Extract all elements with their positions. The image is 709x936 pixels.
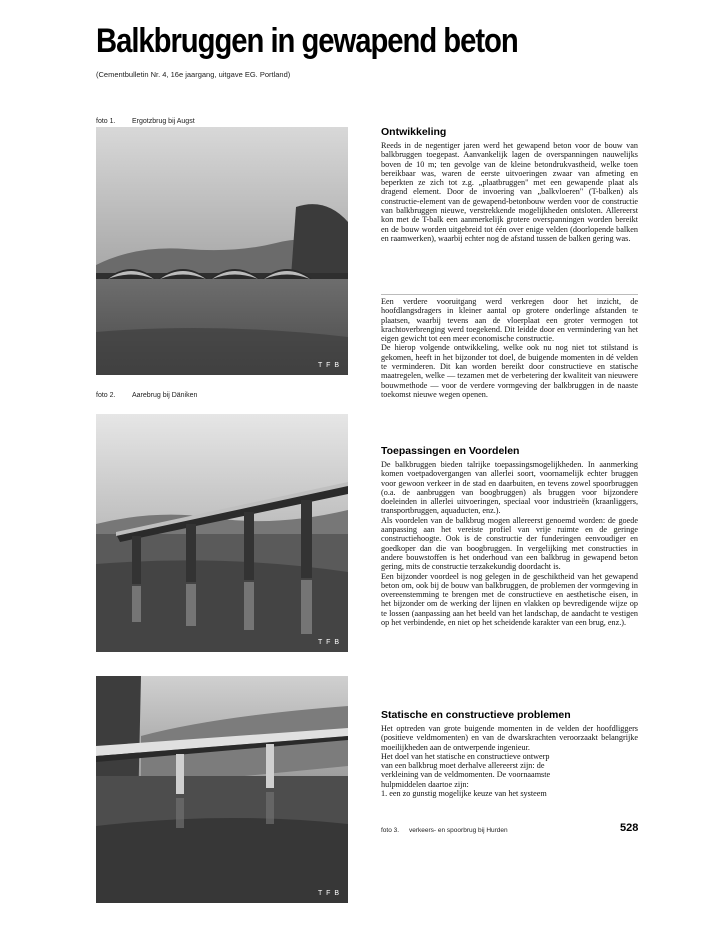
paragraph-toepassingen-3: Een bijzonder voordeel is nog gelegen in de geschiktheid van het gewapend beton om, ook bij de bouw van balkbruggen, de problemen der vormgeving in overeenstemming te brengen met de constructieve en aesthetische eisen, in het bijzonder om de werking der lijnen en vlakken op bevredigende wijze op te lossen (aanpassing aan het beeld van het landschap, de aandacht te vestigen op het verbindende, en niet op het scheidende karakter van een brug, enz.).	[381, 571, 638, 628]
paragraph-statische-line-4: hulpmiddelen daartoe zijn:	[381, 779, 469, 789]
photo-2-aarebrug	[96, 414, 348, 652]
paragraph-statische-line-5: 1. een zo gunstig mogelijke keuze van het systeem	[381, 789, 547, 799]
photo-3-number: foto 3.	[381, 827, 400, 834]
paragraph-toepassingen-2: Als voordelen van de balkbrug mogen allereerst genoemd worden: de goede aanpassing aan het vereiste profiel van vrije ruimte en de geringe constructiehoogte. Ook is de constructie der funderingen eenvoudiger en goedkoper dan die van boogbruggen. In vergelijking met constructies in andere bouwstoffen is het onderhoud van een balkbrug in gewapend beton gering, mits de constructie terzakekundig doordacht is.	[381, 515, 638, 572]
page-title: Balkbruggen in gewapend beton	[96, 22, 518, 60]
photo-1-caption-text: Ergotzbrug bij Augst	[132, 118, 195, 125]
photo-1-image	[96, 127, 348, 375]
photo-3-caption	[381, 827, 508, 834]
photo-1-caption	[96, 118, 195, 125]
paragraph-ontwikkeling-2: Een verdere vooruitgang werd verkregen door het inzicht, de hoofdlangsdragers in kleiner aantal op grotere onderlinge afstanden te plaatsen, waarbij tevens aan de vloerplaat een groter vermogen tot krachtoverbrenging werd toegekend. Dit leidde door en vermindering van het eigen gewicht tot een meer economische constructie.	[381, 297, 638, 344]
photo-3-credit: T F B	[318, 890, 340, 897]
photo-2-number: foto 2.	[96, 392, 116, 399]
page-subtitle: (Cementbulletin Nr. 4, 16e jaargang, uitgave EG. Portland)	[96, 70, 291, 79]
photo-2-credit: T F B	[318, 639, 340, 646]
photo-2-caption	[96, 392, 197, 399]
paragraph-statische-line-1: Het doel van het statische en constructieve ontwerp	[381, 751, 550, 761]
heading-ontwikkeling: Ontwikkeling	[381, 126, 447, 138]
paragraph-toepassingen-1: De balkbruggen bieden talrijke toepassingsmogelijkheden. In aanmerking komen voetpadovergangen van allerlei soort, voornamelijk echter bruggen voor gewoon verkeer in de stad en daarbuiten, en tevens zowel spoorbruggen (o.a. de aanbruggen van boogbruggen) als bruggen voor bijzondere doeleinden in allerlei uitvoeringen, speciaal voor industrieën (kraanliggers, transportbruggen, aquaducten, enz.).	[381, 460, 638, 516]
paragraph-ontwikkeling-1: Reeds in de negentiger jaren werd het gewapend beton voor de bouw van balkbruggen toegepast. Aanvankelijk lagen de overspanningen nauwelijks boven de 10 m; ten gevolge van de kleine betondrukvastheid, welke toen bereikbaar was, waren de eerste uitvoeringen zwaar van afmeting en beperkten ze zich tot z.g. „plaatbruggen" met een gewapende plaat als dragend element. Door de invoering van „balkvloeren" (T-balken) als constructie-element van de gewapend-betonbouw werden voor de constructie van balkbruggen nieuwe, verstrekkende mogelijkheden ontsloten. Allereerst kon met de T-balk een aanmerkelijk grotere overspanningen worden bereikt en de bouw worden uitgebreid tot één over enige velden (doorlopende balken en raamwerken), waarbij echter nog de afstand tussen de balken gering was.	[381, 141, 638, 243]
photo-3-caption-text: verkeers- en spoorbrug bij Hurden	[409, 827, 508, 834]
paragraph-statische-1: Het optreden van grote buigende momenten in de velden der hoofdliggers (positieve veldmomenten) en van de dwarskrachten veroorzaakt belangrijke moeilijkheden aan de ontwerpende ingenieur.	[381, 724, 638, 752]
photo-2-image	[96, 414, 348, 652]
photo-2-caption-text: Aarebrug bij Däniken	[132, 392, 198, 399]
paragraph-ontwikkeling-3: De hierop volgende ontwikkeling, welke ook nu nog niet tot stilstand is gekomen, heeft in het bijzonder tot doel, de buigende momenten in dé velden te verminderen. Dit kan worden bereikt door constructieve en statische maatregelen, welke — tezamen met de verbetering der kwaliteit van nieuwere bouwmethode — voor de verdere vormgeving der balkbruggen in de naaste toekomst nieuwe wegen openen.	[381, 343, 638, 399]
photo-3-hurden	[96, 676, 348, 903]
photo-1-credit: T F B	[318, 362, 340, 369]
section-ontwikkeling	[381, 126, 638, 243]
photo-1-ergotzbrug	[96, 127, 348, 375]
section-statische	[381, 709, 638, 798]
section-ontwikkeling-cont	[381, 297, 638, 399]
column-divider	[381, 294, 638, 295]
paragraph-statische-line-3: verkleining van de veldmomenten. De voornaamste	[381, 770, 551, 780]
heading-statische: Statische en constructieve problemen	[381, 709, 571, 721]
section-toepassingen	[381, 445, 638, 627]
paragraph-statische-line-2: van een balkbrug moet derhalve allereerst zijn: de	[381, 761, 545, 771]
photo-3-image	[96, 676, 348, 903]
photo-1-number: foto 1.	[96, 118, 116, 125]
page-number: 528	[620, 822, 639, 834]
heading-toepassingen: Toepassingen en Voordelen	[381, 445, 520, 457]
